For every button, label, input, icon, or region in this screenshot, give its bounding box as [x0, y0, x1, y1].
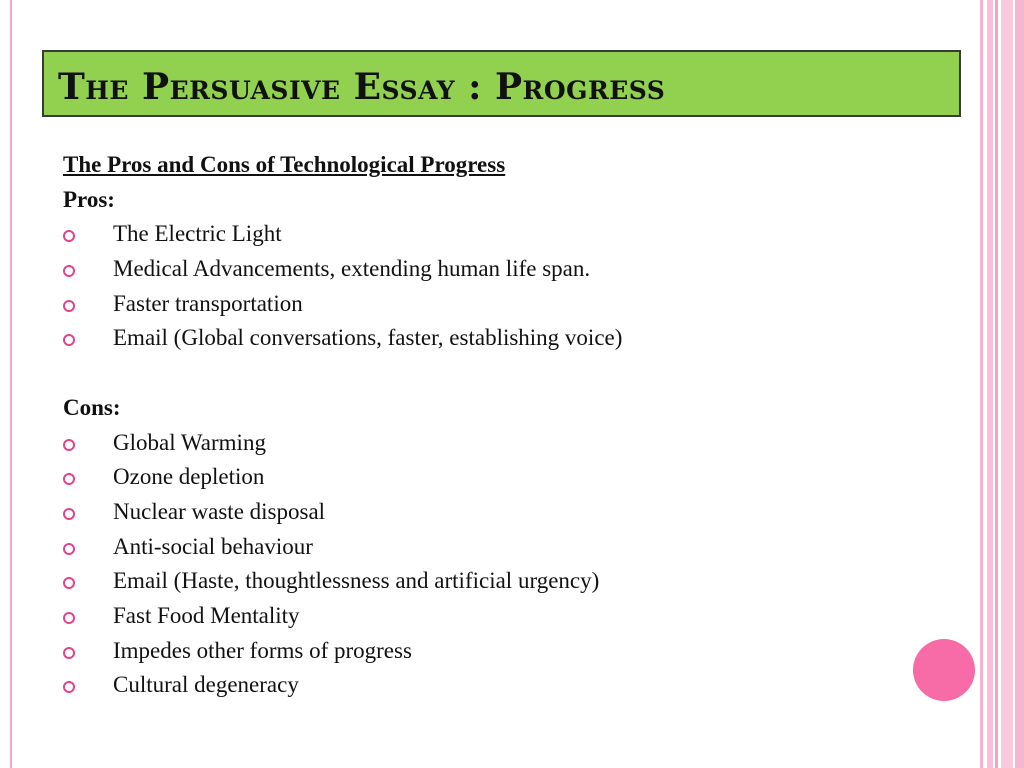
slide-content: [63, 148, 963, 703]
cons-list-item: [63, 599, 963, 634]
pros-list-item: [63, 287, 963, 322]
cons-heading: Cons:: [63, 394, 121, 420]
cons-list-item: [63, 460, 963, 495]
slide-subtitle: The Pros and Cons of Technological Progress: [63, 152, 506, 177]
cons-item-text: Anti-social behaviour: [113, 533, 313, 559]
bullet-circle-icon: [63, 230, 75, 242]
bullet-circle-icon: [63, 265, 75, 277]
right-decorative-stripe: [1015, 0, 1024, 768]
pros-item-text: The Electric Light: [113, 221, 282, 247]
cons-list-item: [63, 634, 963, 669]
cons-item-text: Email (Haste, thoughtlessness and artificial urgency): [113, 568, 600, 594]
right-decorative-stripe: [987, 0, 993, 768]
pros-heading: Pros:: [63, 186, 115, 212]
cons-item-text: Ozone depletion: [113, 464, 265, 490]
cons-item-text: Fast Food Mentality: [113, 602, 300, 628]
pros-list-item: [63, 321, 963, 356]
cons-item-text: Nuclear waste disposal: [113, 498, 326, 524]
cons-list-item: [63, 564, 963, 599]
cons-item-text: Cultural degeneracy: [113, 672, 299, 698]
bullet-circle-icon: [63, 612, 75, 624]
cons-item-text: Global Warming: [113, 429, 266, 455]
slide-title: The Persuasive Essay : Progress: [58, 66, 666, 108]
cons-item-text: Impedes other forms of progress: [113, 637, 412, 663]
bullet-circle-icon: [63, 334, 75, 346]
left-decorative-rule: [10, 0, 12, 768]
pros-item-text: Medical Advancements, extending human life span.: [113, 256, 591, 282]
bullet-circle-icon: [63, 543, 75, 555]
title-bar: [42, 50, 961, 117]
right-decorative-stripe: [1001, 0, 1013, 768]
pros-item-text: Email (Global conversations, faster, establishing voice): [113, 325, 623, 351]
bullet-circle-icon: [63, 473, 75, 485]
cons-list-item: [63, 668, 963, 703]
bullet-circle-icon: [63, 681, 75, 693]
right-decorative-stripe: [995, 0, 998, 768]
cons-list-item: [63, 426, 963, 461]
section-spacer: [63, 356, 963, 391]
pros-list-item: [63, 217, 963, 252]
cons-list-item: [63, 495, 963, 530]
bullet-circle-icon: [63, 439, 75, 451]
pros-list-item: [63, 252, 963, 287]
cons-list-item: [63, 530, 963, 565]
bullet-circle-icon: [63, 647, 75, 659]
pros-item-text: Faster transportation: [113, 290, 303, 316]
right-decorative-stripe: [980, 0, 983, 768]
bullet-circle-icon: [63, 508, 75, 520]
bullet-circle-icon: [63, 300, 75, 312]
bullet-circle-icon: [63, 577, 75, 589]
